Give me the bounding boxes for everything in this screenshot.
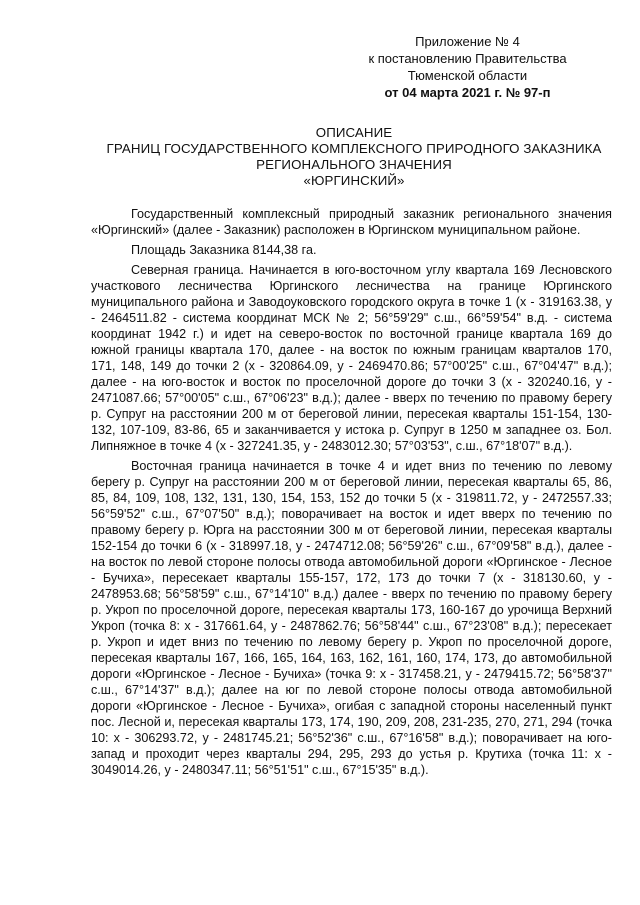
appendix-header	[360, 33, 575, 101]
title-line-1: ОПИСАНИЕ	[315, 125, 393, 140]
paragraph-eastern-border: Восточная граница начинается в точке 4 и идет вниз по течению по левому берегу р. Супруг на расстоянии 200 м от береговой линии, пересекая кварталы 65, 86, 85, 84, 109, 108, 132, 131, 130, 154, 153, 152 до точки 5 (x - 319811.72, y - 2472557.33; 56°59'52" с.ш., 67°07'50" в.д.); поворачивает на восток и идет вверх по течению по правому берегу р. Юрга на расстоянии 300 м от береговой линии, пересекая кварталы 152-154 до точки 6 (x - 318997.18, y - 2474712.08; 56°59'26" с.ш., 67°09'58" в.д.), далее - на восток по левой стороне полосы отвода автомобильной дороги «Юргинское - Лесное - Бучиха», пересекает кварталы 155-157, 172, 173 до точки 7 (x - 318130.60, y - 2478953.68; 56°58'59" с.ш., 67°14'10" в.д.) далее - вверх по течению по правому берегу р. Укроп по проселочной дороге, пересекая кварталы 173, 160-167 до урочища Верхний Укроп (точка 8: x - 317661.64, y - 2487862.76; 56°58'44" с.ш., 67°23'08" в.д.); пересекает р. Укроп и идет вниз по течению по левому берегу р. Укроп по проселочной дороге, пересекая кварталы 167, 166, 165, 164, 163, 162, 161, 160, 174, 173, до автомобильной дороги «Юргинское - Лесное - Бучиха» (точка 9: x - 317458.21, y - 2479415.72; 56°58'37" с.ш., 67°14'37" в.д.); далее на юг по левой стороне полосы отвода автомобильной дороги «Юргинское - Лесное - Бучиха», огибая с западной стороны населенный пункт пос. Лесной и, пересекая кварталы 173, 174, 190, 209, 208, 231-235, 270, 271, 294 (точка 10: x - 306293.72, y - 2481745.21; 56°52'36" с.ш., 67°16'58" в.д.); поворачивает на юго-запад и проходит через кварталы 294, 295, 293 до устья р. Крутиха (точка 11: x - 3049014.26, y - 2480347.11; 56°51'51" с.ш., 67°15'35" в.д.).	[91, 459, 612, 777]
paragraph-northern-border: Северная граница. Начинается в юго-восточном углу квартала 169 Лесновского участкового лесничества Юргинского лесничества на границе Юргинского муниципального района и Заводоуковского городского округа в точке 1 (x - 319163.38, y - 2464511.82 - система координат МСК № 2; 56°59'29" с.ш., 66°59'54" в.д. - система координат 1942 г.) и идет на северо-восток по восточной границе квартала 169 до южной границы квартала 170, далее - на восток по южным границам кварталов 170, 171, 148, 149 до точки 2 (x - 320864.09, y - 2469470.86; 57°00'25" с.ш., 67°04'47" в.д.); далее - на юго-восток и восток по проселочной дороге до точки 3 (x - 320240.16, y - 2471087.66; 57°00'05" с.ш., 67°06'23" в.д.); далее - вверх по течению по правому берегу р. Супруг на расстоянии 200 м от береговой линии, пересекая кварталы 151-154, 130-132, 107-109, 83-86, 65 и заканчивается у истока р. Супруг в 1250 м западнее оз. Бол. Липняжное в точке 4 (x - 327241.35, y - 2483012.30; 57°03'53", с.ш., 67°18'07" в.д.).	[91, 263, 612, 453]
title-line-4: «ЮРГИНСКИЙ»	[303, 173, 405, 188]
title-line-2: ГРАНИЦ ГОСУДАРСТВЕННОГО КОМПЛЕКСНОГО ПРИРОДНОГО ЗАКАЗНИКА	[106, 141, 602, 156]
title-line-3: РЕГИОНАЛЬНОГО ЗНАЧЕНИЯ	[256, 157, 452, 172]
document-body	[91, 206, 612, 782]
document-title	[80, 125, 628, 189]
appendix-number: Приложение № 4	[415, 34, 520, 49]
paragraph-area: Площадь Заказника 8144,38 га.	[131, 243, 317, 257]
appendix-date-number: от 04 марта 2021 г. № 97-п	[384, 85, 551, 100]
paragraph-intro: Государственный комплексный природный заказник регионального значения «Юргинский» (далее - Заказник) расположен в Юргинском муниципальном районе.	[91, 207, 612, 237]
appendix-region: Тюменской области	[407, 68, 528, 83]
appendix-decree-ref: к постановлению Правительства	[368, 51, 567, 66]
